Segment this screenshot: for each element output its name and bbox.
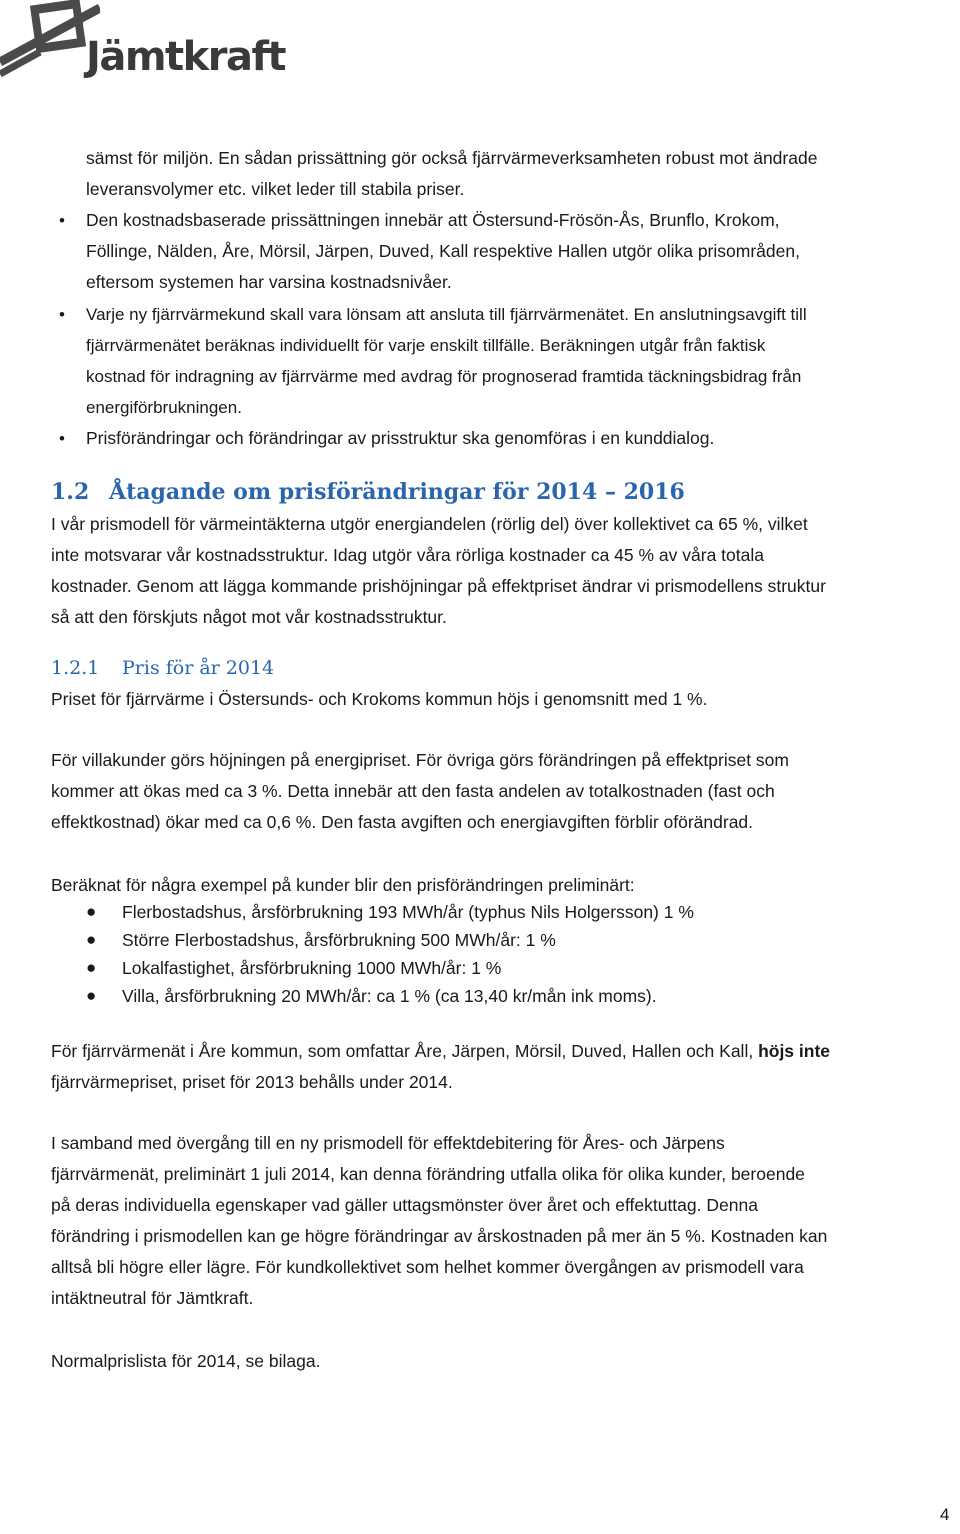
bullet-marker: • (59, 211, 65, 230)
paragraph-new-price-model: I samband med övergång till en ny prismodell för effektdebitering för Åres- och Järpens fjärrvärmenät, preliminärt 1 juli 2014, kan denna förändring utfalla olika för olika kunder, beroende på deras individuella egenskaper vad gäller uttagsmönster över året och effektuttag. Denna förändring i prismodellen kan ge högre förändringar av årskostnaden på mer än 5 %. Kostnaden kan alltså bli högre eller lägre. För kundkollektivet som helhet kommer övergången av prismodell vara intäktneutral för Jämtkraft. (51, 1133, 828, 1308)
paragraph-examples-intro: Beräknat för några exempel på kunder blir den prisförändringen preliminärt: (51, 875, 635, 895)
bullet-marker: ● (86, 986, 97, 1005)
paragraph-price-list-ref: Normalprislista för 2014, se bilaga. (51, 1351, 321, 1371)
paragraph-average-increase: Priset för fjärrvärme i Östersunds- och Krokoms kommun höjs i genomsnitt med 1 %. (51, 689, 708, 709)
logo-mark-icon (0, 0, 100, 82)
bullet-marker: ● (86, 958, 97, 977)
example-item: Flerbostadshus, årsförbrukning 193 MWh/år (typhus Nils Holgersson) 1 % (122, 902, 694, 922)
bullet-item: Prisförändringar och förändringar av prisstruktur ska genomföras i en kunddialog. (86, 428, 715, 448)
page-number: 4 (940, 1505, 950, 1524)
example-item: Lokalfastighet, årsförbrukning 1000 MWh/år: 1 % (122, 958, 502, 978)
bullet-item: Varje ny fjärrvärmekund skall vara lönsam att ansluta till fjärrvärmenätet. En anslutningsavgift till fjärrvärmenätet beräknas individuellt för varje enskilt tillfälle. Beräkningen utgår från faktisk kostnad för indragning av fjärrvärme med avdrag för prognoserad framtida täckningsbidrag från energiförbrukningen. (86, 305, 807, 417)
example-item: Större Flerbostadshus, årsförbrukning 500 MWh/år: 1 % (122, 930, 556, 950)
intro-paragraph: sämst för miljön. En sådan prissättning gör också fjärrvärmeverksamheten robust mot ändrade leveransvolymer etc. vilket leder till stabila priser. (86, 148, 818, 199)
emphasis-text: höjs inte (758, 1041, 831, 1061)
section-heading: 1.2 Åtagande om prisförändringar för 2014 – 2016 (51, 479, 685, 505)
logo-wordmark: Jämtkraft (86, 34, 286, 80)
jamtkraft-logo (0, 0, 286, 82)
bullet-item: Den kostnadsbaserade prissättningen innebär att Östersund-Frösön-Ås, Brunflo, Krokom, Föllinge, Nälden, Åre, Mörsil, Järpen, Duved, Kall respektive Hallen utgör olika prisområden, eftersom systemen har varsina kostnadsnivåer. (86, 210, 800, 292)
bullet-marker: • (59, 305, 65, 324)
bullet-marker: ● (86, 930, 97, 949)
section-paragraph: I vår prismodell för värmeintäkterna utgör energiandelen (rörlig del) över kollektivet ca 65 %, vilket inte motsvarar vår kostnadsstruktur. Idag utgör våra rörliga kostnader ca 45 % av våra totala kostnader. Genom att lägga kommande prishöjningar på effektpriset ändrar vi prismodellens struktur så att den förskjuts något mot vår kostnadsstruktur. (51, 514, 826, 627)
paragraph-customer-types: För villakunder görs höjningen på energipriset. För övriga görs förändringen på effektpriset som kommer att ökas med ca 3 %. Detta innebär att den fasta andelen av totalkostnaden (fast och effektkostnad) ökar med ca 0,6 %. Den fasta avgiften och energiavgiften förblir oförändrad. (51, 750, 789, 832)
bullet-marker: • (59, 429, 65, 448)
subsection-heading: 1.2.1 Pris för år 2014 (51, 657, 275, 679)
paragraph-are-network: För fjärrvärmenät i Åre kommun, som omfattar Åre, Järpen, Mörsil, Duved, Hallen och Kall, höjs inte fjärrvärmepriset, priset för 2013 behålls under 2014. (51, 1041, 831, 1092)
example-item: Villa, årsförbrukning 20 MWh/år: ca 1 % (ca 13,40 kr/mån ink moms). (122, 986, 657, 1006)
bullet-marker: ● (86, 902, 97, 921)
